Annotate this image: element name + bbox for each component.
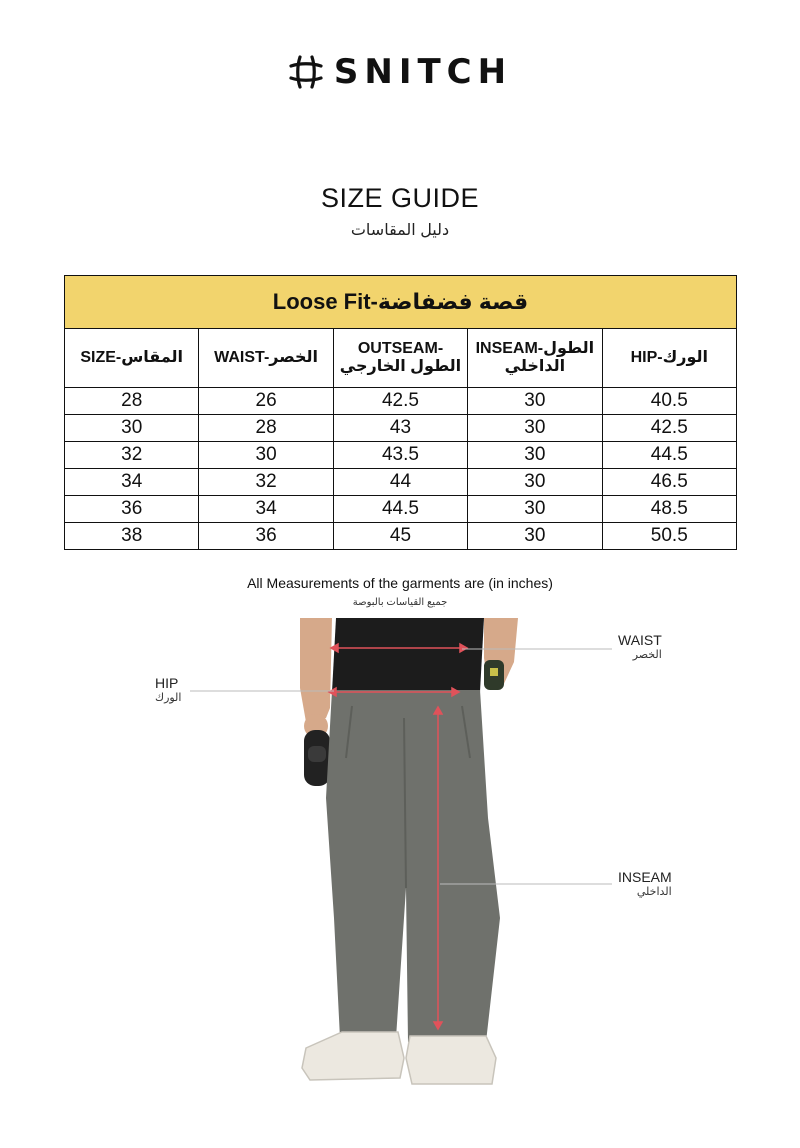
table-cell: 32 (65, 442, 199, 469)
table-row (65, 469, 737, 496)
table-cell: 30 (468, 442, 602, 469)
table-cell: 30 (65, 415, 199, 442)
table-row (65, 415, 737, 442)
table-cell: 44 (333, 469, 467, 496)
column-header-inseam: INSEAM-الطول الداخلي (468, 329, 602, 388)
table-cell: 34 (65, 469, 199, 496)
table-cell: 43 (333, 415, 467, 442)
sunglasses-icon (304, 730, 330, 786)
brand-header (0, 52, 800, 92)
page-subtitle: دليل المقاسات (350, 222, 450, 239)
table-cell: 38 (65, 523, 199, 550)
table-cell: 42.5 (333, 388, 467, 415)
measurement-note-arabic: جميع القياسات بالبوصة (352, 597, 448, 608)
size-table (64, 275, 737, 550)
hip-label: HIP الورك (155, 675, 182, 704)
pants-shape (326, 690, 500, 1042)
table-cell: 42.5 (602, 415, 736, 442)
left-shoe-shape (302, 1032, 404, 1080)
table-cell: 50.5 (602, 523, 736, 550)
table-row (65, 523, 737, 550)
brand-name: SNITCH (333, 52, 513, 92)
table-cell: 34 (199, 496, 333, 523)
table-cell: 30 (468, 523, 602, 550)
column-header-row (65, 329, 737, 388)
measurement-note: All Measurements of the garments are (in inches) (247, 575, 553, 591)
table-cell: 48.5 (602, 496, 736, 523)
table-cell: 28 (199, 415, 333, 442)
inseam-label: INSEAM الداخلي (618, 869, 672, 898)
table-cell: 32 (199, 469, 333, 496)
table-cell: 26 (199, 388, 333, 415)
column-header-size: SIZE-المقاس (65, 329, 199, 388)
table-row (65, 388, 737, 415)
column-header-hip: HIP-الورك (602, 329, 736, 388)
waist-label: WAIST الخصر (618, 632, 662, 661)
table-cell: 44.5 (602, 442, 736, 469)
table-cell: 46.5 (602, 469, 736, 496)
table-cell: 30 (199, 442, 333, 469)
right-shoe-shape (406, 1036, 496, 1084)
shirt-shape (332, 618, 484, 692)
table-cell: 45 (333, 523, 467, 550)
column-header-outseam: OUTSEAM- الطول الخارجي (333, 329, 467, 388)
table-cell: 43.5 (333, 442, 467, 469)
table-cell: 30 (468, 496, 602, 523)
table-cell: 44.5 (333, 496, 467, 523)
fit-header-row (65, 276, 737, 329)
table-cell: 30 (468, 388, 602, 415)
left-arm-shape (300, 618, 332, 722)
table-row (65, 442, 737, 469)
table-cell: 36 (199, 523, 333, 550)
table-cell: 36 (65, 496, 199, 523)
table-row (65, 496, 737, 523)
table-cell: 30 (468, 469, 602, 496)
table-cell: 40.5 (602, 388, 736, 415)
fit-label: Loose Fit-قصة فضفاضة (65, 276, 737, 329)
page-title: SIZE GUIDE (320, 183, 480, 213)
column-header-waist: WAIST-الخصر (199, 329, 333, 388)
hash-grid-logo-icon (288, 54, 324, 90)
model-illustration (0, 618, 800, 1148)
table-cell: 28 (65, 388, 199, 415)
table-cell: 30 (468, 415, 602, 442)
